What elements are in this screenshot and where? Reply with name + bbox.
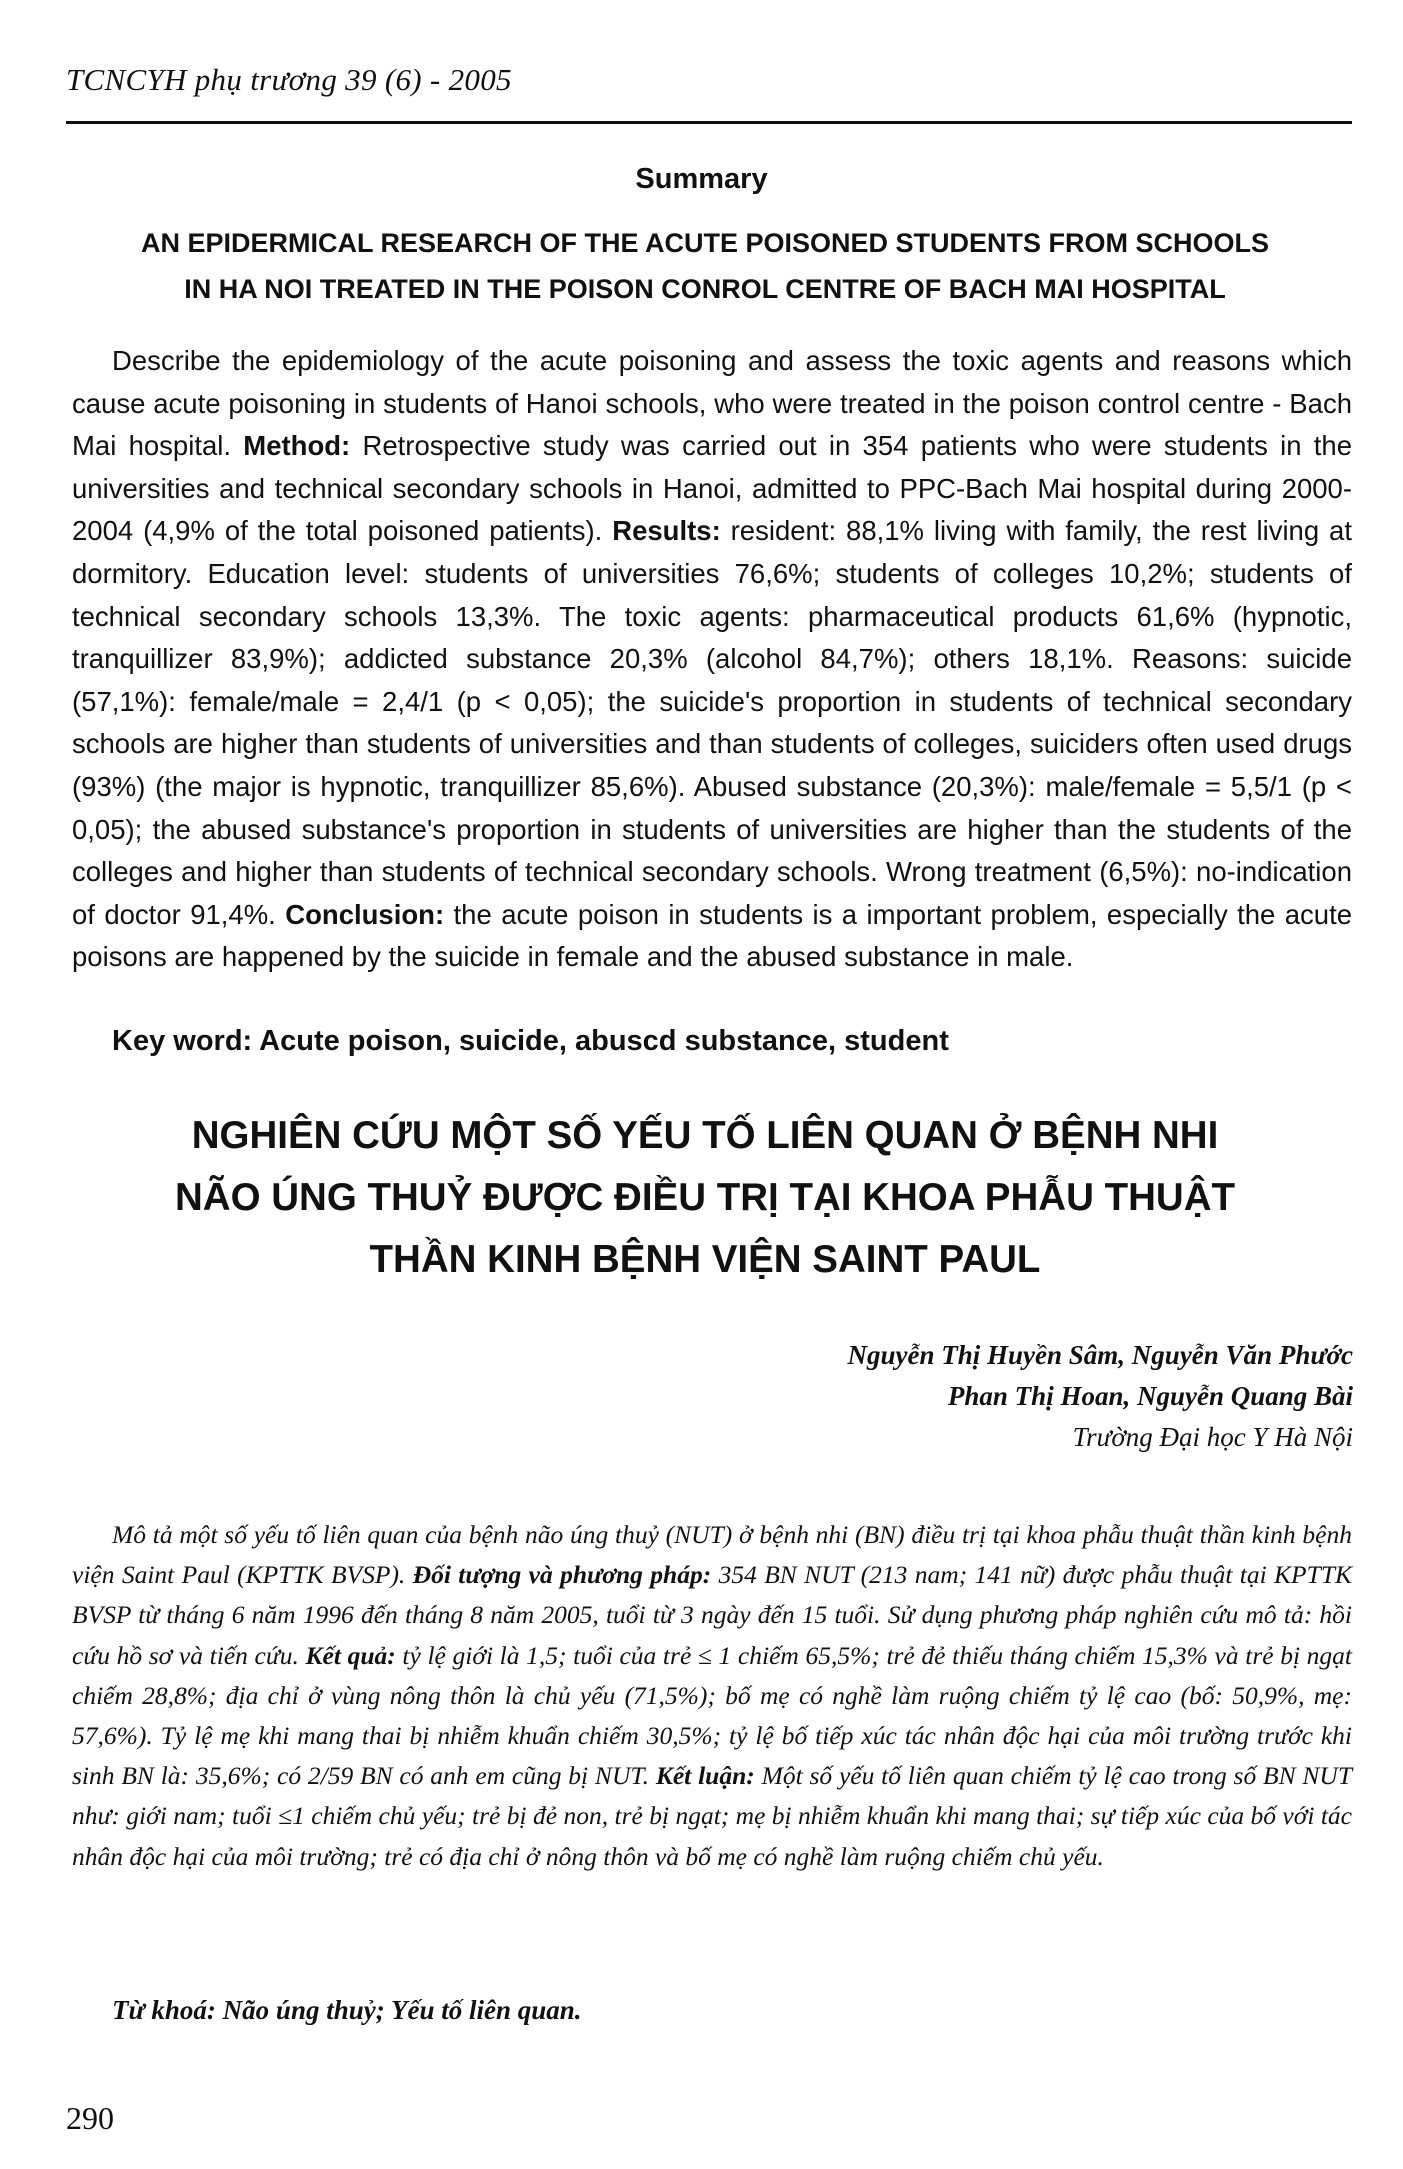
conclusion-label: Conclusion: <box>285 898 445 930</box>
article-title-line-2: NÃO ÚNG THUỶ ĐƯỢC ĐIỀU TRỊ TẠI KHOA PHẪU THUẬT <box>174 1176 1236 1219</box>
authors-line-1: Nguyễn Thị Huyền Sâm, Nguyễn Văn Phước <box>847 1340 1353 1370</box>
vn-conclusion-text: Một số yếu tố liên quan chiếm tỷ lệ cao trong số BN NUT như: giới nam; tuổi ≤1 chiếm chủ yếu; trẻ bị đẻ non, trẻ bị ngạt; mẹ bị nhiễm khuẩn khi mang thai; sự tiếp xúc của bố với tác nhân độc hại của môi trường; trẻ có địa chỉ ở nông thôn và bố mẹ có nghề làm ruộng chiếm chủ yếu. <box>72 1761 1352 1871</box>
vn-method-text: 354 BN NUT (213 nam; 141 nữ) được phẫu thuật tại KPTTK BVSP từ tháng 6 năm 1996 đến tháng 8 năm 2005, tuổi từ 3 ngày đến 15 tuổi. Sử dụng phương pháp nghiên cứu mô tả: hồi cứu hồ sơ và tiến cứu. <box>72 1560 1353 1670</box>
conclusion-text: the acute poison in students is a important problem, especially the acute poisons are happened by the suicide in female and the abused substance in male. <box>72 898 1353 973</box>
english-abstract <box>72 340 1352 979</box>
results-text: resident: 88,1% living with family, the rest living at dormitory. Education level: students of universities 76,6%; students of colleges 10,2%; students of technical secondary schools 13,3%. The toxic agents: pharmaceutical products 61,6% (hypnotic, tranquillizer 83,9%); addicted substance 20,3% (alcohol 84,7%); others 18,1%. Reasons: suicide (57,1%): female/male = 2,4/1 (p < 0,05); the suicide's proportion in students of technical secondary schools are higher than students of universities and than students of colleges, suiciders often used drugs (93%) (the major is hypnotic, tranquillizer 85,6%). Abused substance (20,3%): male/female = 5,5/1 (p < 0,05); the abused substance's proportion in students of universities are higher than the students of the colleges and higher than students of technical secondary schools. Wrong treatment (6,5%): no-indication of doctor 91,4%. <box>72 515 1352 930</box>
header-rule <box>66 121 1352 124</box>
english-title-line-1: AN EPIDERMICAL RESEARCH OF THE ACUTE POISONED STUDENTS FROM SCHOOLS <box>140 228 1270 258</box>
page-number: 290 <box>66 2100 114 2136</box>
article-title <box>60 1105 1350 1291</box>
vn-abstract-intro: Mô tả một số yếu tố liên quan của bệnh não úng thuỷ (NUT) ở bệnh nhi (BN) điều trị tại khoa phẫu thuật thần kinh bệnh viện Saint Paul (KPTTK BVSP). <box>72 1520 1352 1590</box>
affiliation: Trường Đại học Y Hà Nội <box>1072 1422 1353 1452</box>
english-title-line-2: IN HA NOI TREATED IN THE POISON CONROL CENTRE OF BACH MAI HOSPITAL <box>184 274 1226 304</box>
authors-line-2: Phan Thị Hoan, Nguyễn Quang Bài <box>947 1381 1353 1411</box>
vn-results-text: tỷ lệ giới là 1,5; tuổi của trẻ ≤ 1 chiếm 65,5%; trẻ đẻ thiếu tháng chiếm 15,3% và trẻ bị ngạt chiếm 28,8%; địa chỉ ở vùng nông thôn là chủ yếu (71,5%); bố mẹ có nghề làm ruộng chiếm tỷ lệ cao (bố: 50,9%, mẹ: 57,6%). Tỷ lệ mẹ khi mang thai bị nhiễm khuẩn chiếm 30,5%; tỷ lệ bố tiếp xúc tác nhân độc hại của môi trường trước khi sinh BN là: 35,6%; có 2/59 BN có anh em cũng bị NUT. <box>72 1640 1353 1791</box>
english-keywords: Key word: Acute poison, suicide, abuscd substance, student <box>112 1025 949 1057</box>
article-title-line-1: NGHIÊN CỨU MỘT SỐ YẾU TỐ LIÊN QUAN Ở BỆNH NHI <box>191 1114 1219 1157</box>
vietnamese-abstract <box>72 1515 1352 1877</box>
journal-header: TCNCYH phụ trương 39 (6) - 2005 <box>66 62 512 97</box>
summary-heading: Summary <box>635 163 768 195</box>
author-block <box>848 1335 1353 1458</box>
english-title <box>60 220 1350 312</box>
abstract-intro: Describe the epidemiology of the acute poisoning and assess the toxic agents and reasons which cause acute poisoning in students of Hanoi schools, who were treated in the poison control centre - Bach Mai hospital. <box>72 345 1352 462</box>
vn-results-label: Kết quả: <box>305 1640 396 1670</box>
method-text: Retrospective study was carried out in 354 patients who were students in the universities and technical secondary schools in Hanoi, admitted to PPC-Bach Mai hospital during 2000-2004 (4,9% of the total poisoned patients). <box>72 430 1353 547</box>
vn-conclusion-label: Kết luận: <box>655 1761 755 1791</box>
method-label: Method: <box>243 430 351 462</box>
vn-method-label: Đối tượng và phương pháp: <box>412 1560 712 1590</box>
article-title-line-3: THẦN KINH BỆNH VIỆN SAINT PAUL <box>369 1238 1041 1281</box>
vietnamese-keywords: Từ khoá: Não úng thuỷ; Yếu tố liên quan. <box>112 1995 582 2025</box>
results-label: Results: <box>612 515 721 547</box>
